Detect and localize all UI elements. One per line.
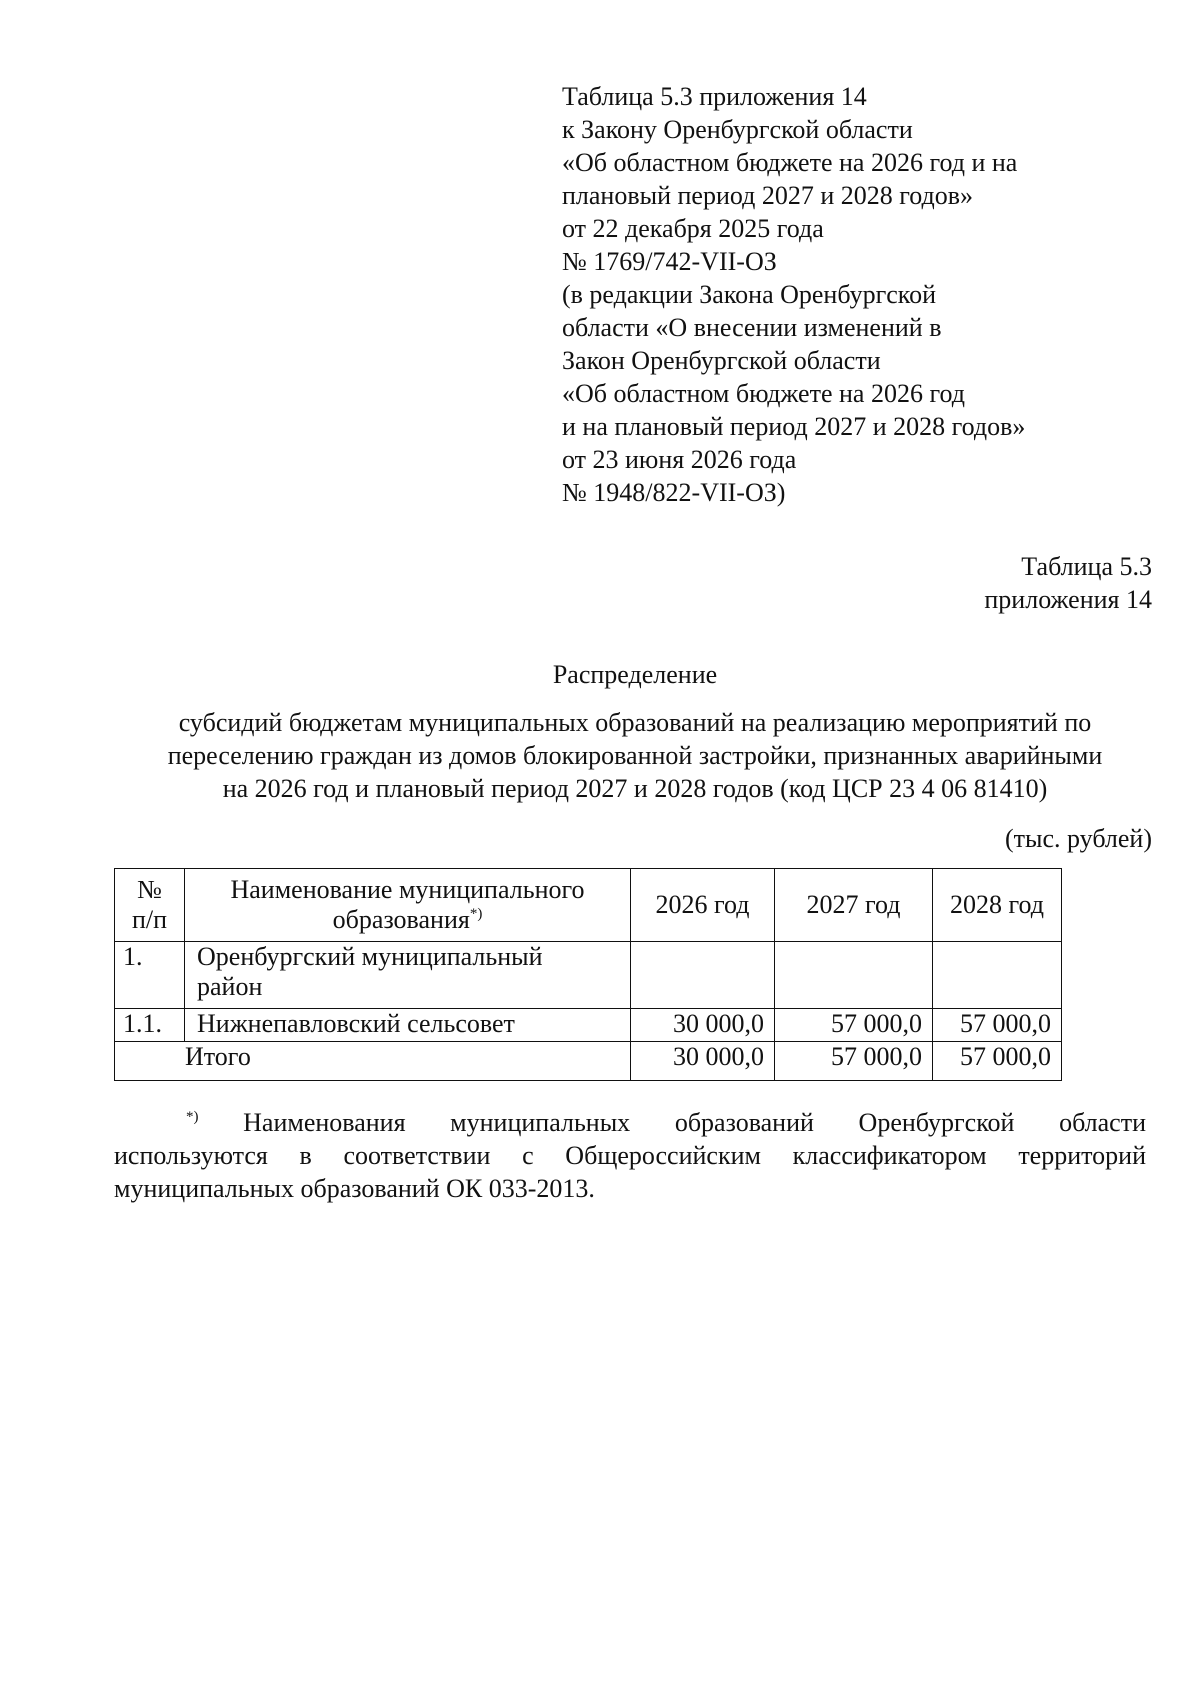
row-value-2028: [933, 942, 1062, 1009]
header-name-line1: Наименование муниципального: [230, 875, 585, 904]
header-line: № 1769/742-VII-ОЗ: [562, 247, 777, 276]
table-reference-line2: приложения 14: [984, 585, 1152, 614]
document-title: Распределение: [552, 660, 718, 689]
units-label: (тыс. рублей): [1004, 824, 1152, 853]
header-line: «Об областном бюджете на 2026 год и на: [562, 148, 1018, 177]
law-reference-header: [562, 80, 1122, 509]
header-line: Закон Оренбургской области: [562, 346, 881, 375]
total-value-2028: 57 000,0: [933, 1042, 1062, 1081]
header-line: «Об областном бюджете на 2026 год: [562, 379, 965, 408]
table-reference: [984, 550, 1152, 616]
footnote-rest: используются в соответствии с Общероссийским классификатором территорий муниципальных образований ОК 033-2013.: [114, 1141, 1146, 1203]
row-value-2028: 57 000,0: [933, 1009, 1062, 1042]
subtitle-line: переселению граждан из домов блокированной застройки, признанных аварийными: [167, 741, 1103, 770]
total-value-2027: 57 000,0: [775, 1042, 933, 1081]
header-line: Таблица 5.3 приложения 14: [562, 82, 867, 111]
header-number-line1: №: [137, 875, 162, 904]
row-name: [185, 942, 631, 1009]
subtitle-line: на 2026 год и плановый период 2027 и 2028 годов (код ЦСР 23 4 06 81410): [222, 774, 1048, 803]
table-reference-line1: Таблица 5.3: [1021, 552, 1152, 581]
row-value-2027: 57 000,0: [775, 1009, 933, 1042]
subtitle-line: субсидий бюджетам муниципальных образований на реализацию мероприятий по: [178, 708, 1092, 737]
footnote-mark: *): [186, 1109, 199, 1125]
header-year-2026: 2026 год: [631, 869, 775, 942]
header-line: области «О внесении изменений в: [562, 313, 942, 342]
table-row: [115, 942, 1062, 1009]
table-row: [115, 1009, 1062, 1042]
row-value-2027: [775, 942, 933, 1009]
footnote: [114, 1106, 1146, 1205]
header-line: от 22 декабря 2025 года: [562, 214, 824, 243]
header-name-line2-text: образования: [332, 905, 470, 934]
row-name: Нижнепавловский сельсовет: [185, 1009, 631, 1042]
row-name-line2: район: [197, 972, 263, 1001]
row-number: 1.: [115, 942, 185, 1009]
header-number: [115, 869, 185, 942]
header-line: № 1948/822-VII-ОЗ): [562, 478, 786, 507]
row-value-2026: 30 000,0: [631, 1009, 775, 1042]
header-year-2027: 2027 год: [775, 869, 933, 942]
total-value-2026: 30 000,0: [631, 1042, 775, 1081]
footnote-mark: *): [469, 906, 483, 922]
footnote-first-line: [114, 1106, 1146, 1139]
header-line: и на плановый период 2027 и 2028 годов»: [562, 412, 1026, 441]
header-name: [185, 869, 631, 942]
distribution-table: [114, 868, 1062, 1081]
header-line: (в редакции Закона Оренбургской: [562, 280, 937, 309]
total-label: Итого: [115, 1042, 631, 1081]
row-value-2026: [631, 942, 775, 1009]
table-header-row: [115, 869, 1062, 942]
header-year-2028: 2028 год: [933, 869, 1062, 942]
total-row: [115, 1042, 1062, 1081]
row-name-line1: Оренбургский муниципальный: [197, 942, 543, 971]
header-line: плановый период 2027 и 2028 годов»: [562, 181, 974, 210]
header-name-line2: [185, 905, 630, 935]
header-line: к Закону Оренбургской области: [562, 115, 913, 144]
footnote-line1: Наименования муниципальных образований Оренбургской области: [243, 1108, 1146, 1137]
header-number-line2: п/п: [131, 905, 168, 934]
row-number: 1.1.: [115, 1009, 185, 1042]
document-subtitle: [110, 706, 1160, 805]
header-line: от 23 июня 2026 года: [562, 445, 797, 474]
